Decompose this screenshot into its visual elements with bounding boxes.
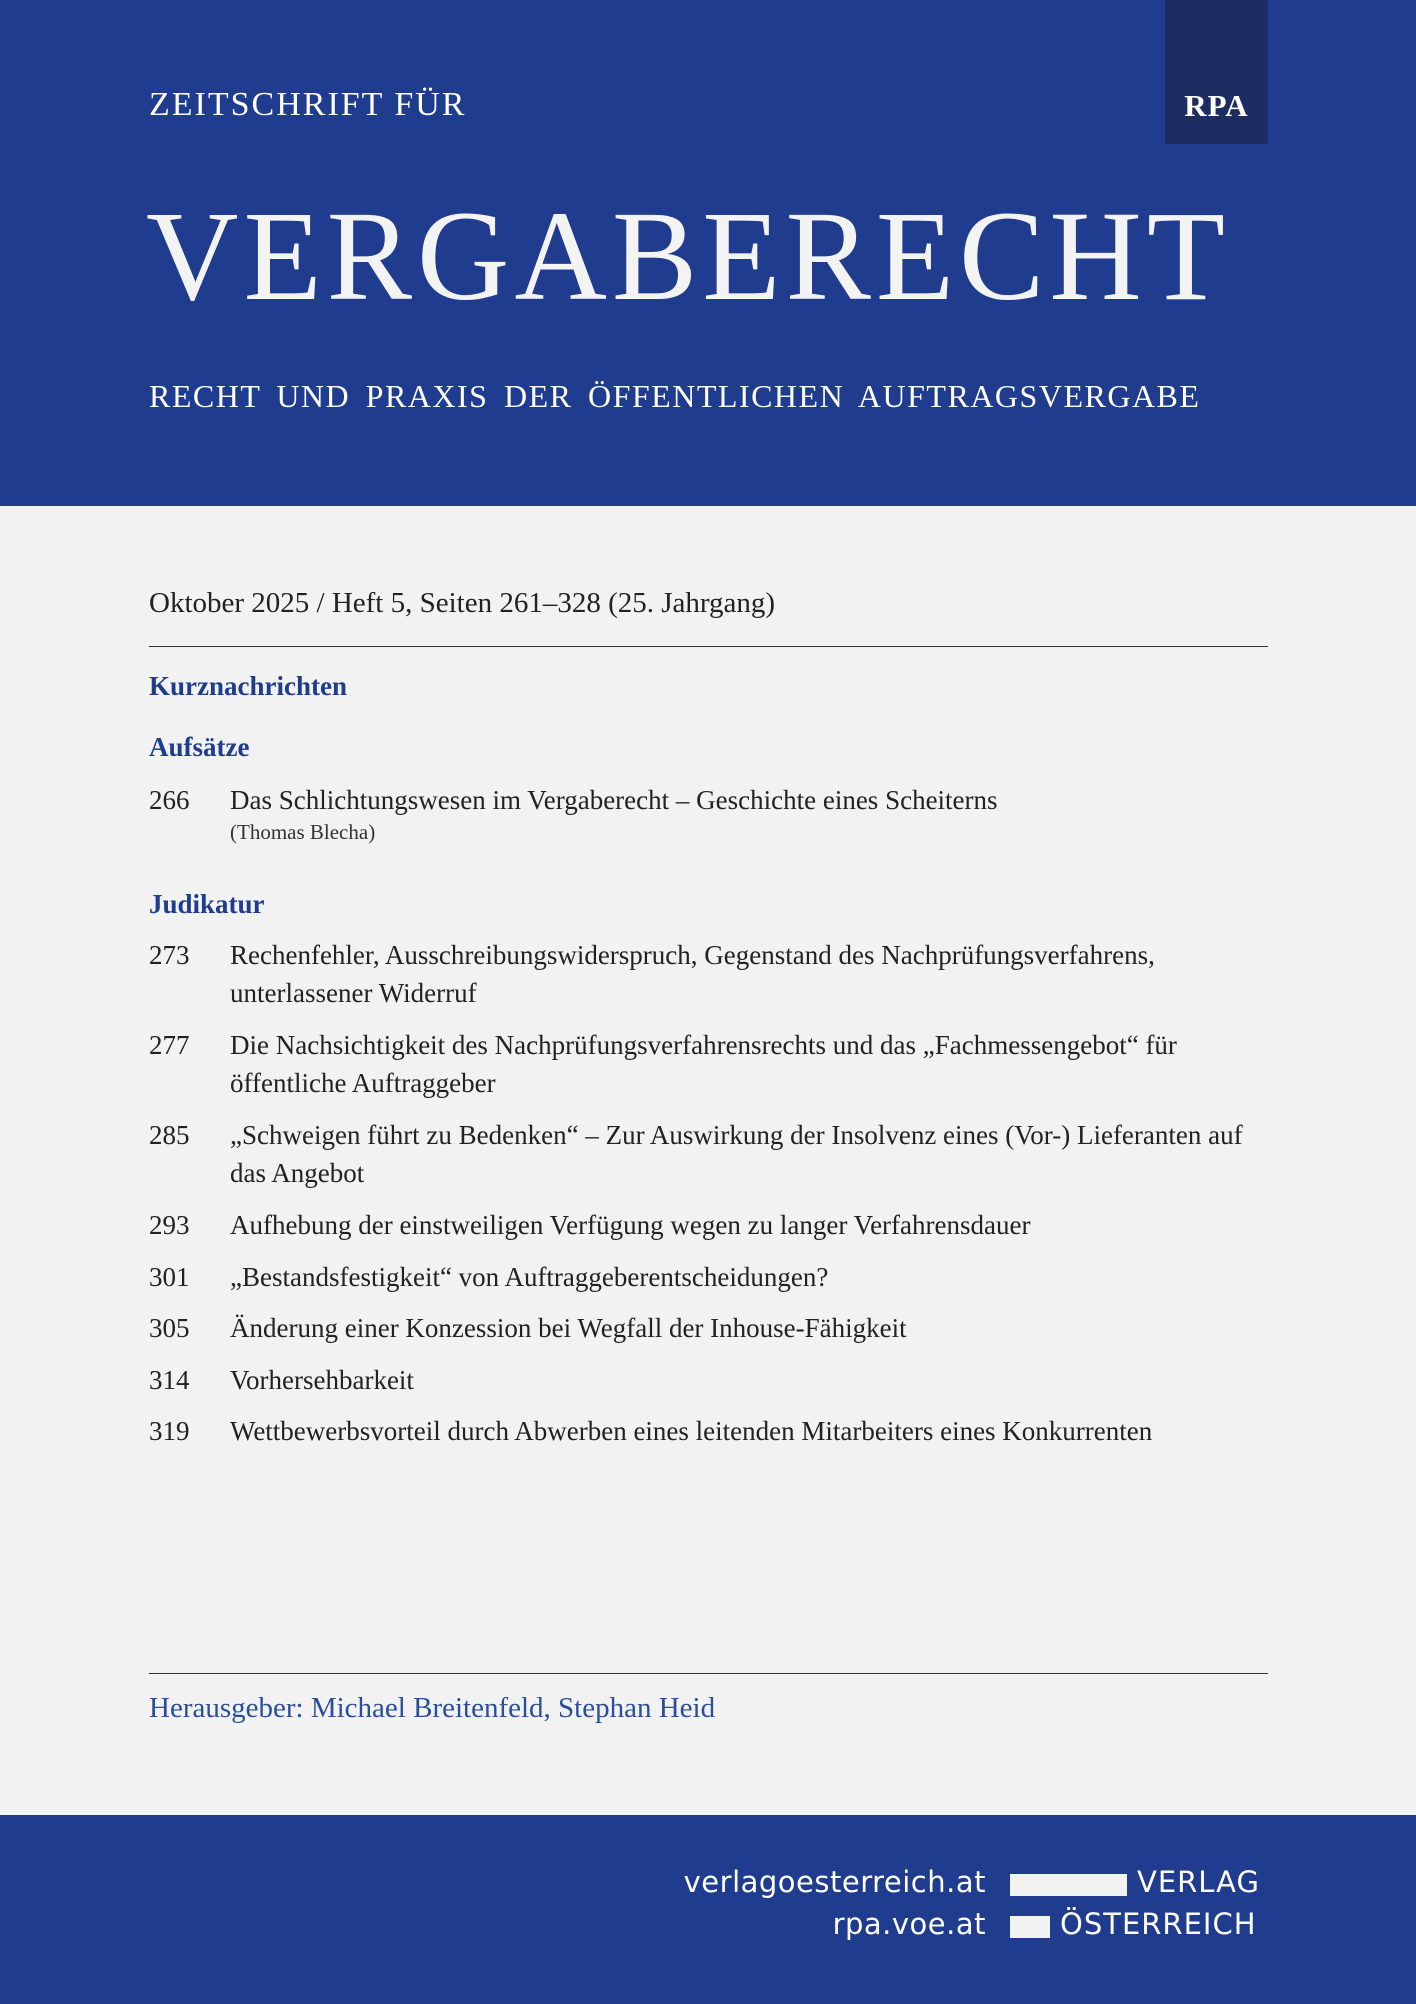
publisher-logo-line2: ÖSTERREICH — [1060, 1907, 1257, 1941]
toc-entry-title: „Bestandsfestigkeit“ von Auftraggeberentscheidungen? — [230, 1262, 829, 1292]
toc-entry-title: Die Nachsichtigkeit des Nachprüfungsverfahrensrechts und das „Fachmessengebot“ für öffentliche Auftraggeber — [230, 1030, 1177, 1098]
cover-footer — [0, 1815, 1416, 2004]
toc-page-number: 301 — [149, 1262, 190, 1292]
toc-page-number: 273 — [149, 940, 190, 970]
section-heading-aufsaetze: Aufsätze — [149, 732, 250, 762]
toc-entry-title: „Schweigen führt zu Bedenken“ – Zur Auswirkung der Insolvenz eines (Vor-) Lieferanten auf das Angebot — [230, 1120, 1243, 1188]
editors-line: Herausgeber: Michael Breitenfeld, Stephan Heid — [149, 1692, 716, 1724]
toc-page-number: 305 — [149, 1313, 190, 1343]
toc-entry-author: (Thomas Blecha) — [230, 820, 376, 844]
divider-top — [149, 646, 1268, 647]
cover-header — [0, 0, 1416, 506]
section-heading-judikatur: Judikatur — [149, 889, 265, 919]
toc-entry-title: Änderung einer Konzession bei Wegfall der Inhouse-Fähigkeit — [230, 1313, 907, 1343]
toc-page-number: 314 — [149, 1365, 190, 1395]
toc-page-number: 266 — [149, 785, 190, 815]
journal-title: VERGABERECHT — [146, 185, 1230, 327]
journal-overline: ZEITSCHRIFT FÜR — [149, 86, 467, 123]
toc-entry-title: Wettbewerbsvorteil durch Abwerben eines leitenden Mitarbeiters eines Konkurrenten — [230, 1416, 1153, 1446]
logo-bar-icon — [1010, 1916, 1050, 1938]
toc-entry-title: Aufhebung der einstweiligen Verfügung wegen zu langer Verfahrensdauer — [230, 1210, 1031, 1240]
journal-subtitle: RECHT UND PRAXIS DER ÖFFENTLICHEN AUFTRAGSVERGABE — [149, 378, 1201, 414]
toc-entry-title: Das Schlichtungswesen im Vergaberecht – Geschichte eines Scheiterns — [230, 785, 998, 815]
badge-label: RPA — [1184, 88, 1249, 123]
section-heading-kurznachrichten: Kurznachrichten — [149, 671, 347, 701]
logo-bar-icon — [1010, 1874, 1127, 1896]
toc-page-number: 285 — [149, 1120, 190, 1150]
issue-info: Oktober 2025 / Heft 5, Seiten 261–328 (25. Jahrgang) — [149, 587, 776, 619]
publisher-website-link[interactable]: verlagoesterreich.at — [683, 1865, 986, 1899]
publisher-badge — [1165, 0, 1268, 144]
journal-website-link[interactable]: rpa.voe.at — [832, 1907, 986, 1941]
toc-page-number: 319 — [149, 1416, 190, 1446]
toc-page-number: 293 — [149, 1210, 190, 1240]
toc-page-number: 277 — [149, 1030, 190, 1060]
toc-entry-title: Vorhersehbarkeit — [230, 1365, 414, 1395]
toc-entry-title: Rechenfehler, Ausschreibungswiderspruch, Gegenstand des Nachprüfungsverfahrens, unterlassener Widerruf — [230, 940, 1155, 1008]
divider-bottom — [149, 1673, 1268, 1674]
publisher-logo-line1: VERLAG — [1137, 1865, 1260, 1899]
